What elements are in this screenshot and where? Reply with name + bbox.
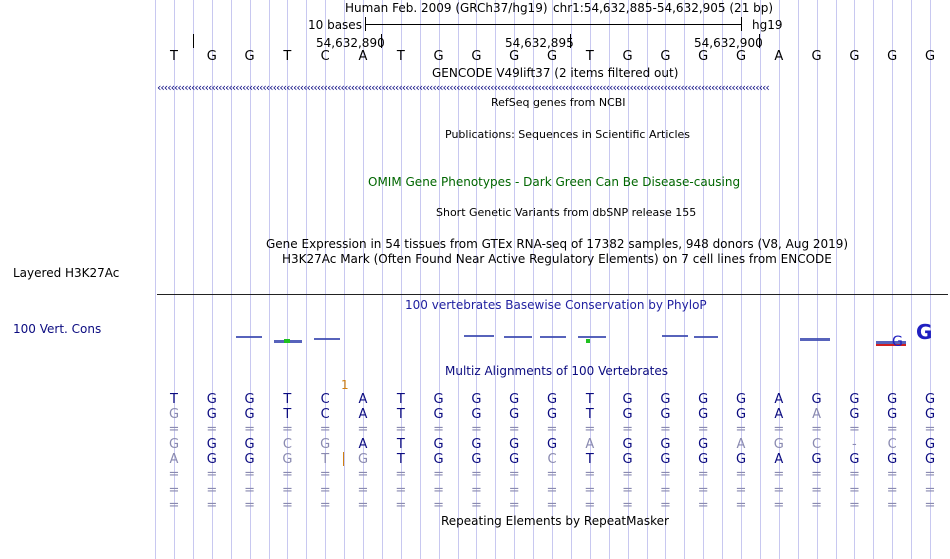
alignment-base-mouse: = — [773, 422, 785, 437]
alignment-base-dog: A — [358, 437, 368, 452]
alignment-base-xtrop: = — [924, 483, 936, 498]
sequence-base: G — [546, 49, 558, 64]
alignment-base-mouse: = — [319, 422, 331, 437]
alignment-base-xtrop: = — [546, 483, 558, 498]
alignment-base-mouse: = — [244, 422, 256, 437]
alignment-base-zebrafish: = — [735, 498, 747, 513]
alignment-base-xtrop: = — [848, 483, 860, 498]
gencode-transcript-feature[interactable]: ‹‹‹‹‹‹‹‹‹‹‹‹‹‹‹‹‹‹‹‹‹‹‹‹‹‹‹‹‹‹‹‹‹‹‹‹‹‹‹‹‹‹‹‹‹‹‹‹‹‹‹‹‹‹‹‹‹‹‹‹‹‹‹‹‹‹‹‹‹‹‹‹‹‹‹‹‹‹‹‹‹‹‹‹‹‹‹‹‹‹‹‹‹‹‹‹‹‹‹‹‹‹‹‹‹‹‹‹‹‹‹‹‹‹‹‹‹‹‹‹‹‹‹‹‹‹‹‹‹‹‹‹‹‹‹‹‹‹‹‹‹‹‹‹‹‹‹‹‹‹‹‹‹‹‹‹‹‹‹‹‹‹‹‹‹‹‹‹‹‹‹‹‹‹‹‹‹‹‹‹ — [157, 81, 769, 94]
alignment-base-chicken: = — [735, 467, 747, 482]
track-title-multiz: Multiz Alignments of 100 Vertebrates — [445, 364, 669, 378]
alignment-base-xtrop: = — [508, 483, 520, 498]
alignment-base-chicken: = — [659, 467, 671, 482]
alignment-base-chicken: = — [508, 467, 520, 482]
alignment-base-chicken: = — [886, 467, 898, 482]
alignment-base-zebrafish: = — [584, 498, 596, 513]
alignment-base-rhesus: G — [433, 407, 444, 422]
alignment-base-xtrop: = — [886, 483, 898, 498]
alignment-base-dog: G — [433, 437, 444, 452]
alignment-base-human: G — [924, 392, 936, 407]
label-layered-h3k27ac[interactable]: Layered H3K27Ac — [13, 266, 120, 280]
grid-line — [155, 0, 156, 559]
alignment-base-human: G — [660, 392, 671, 407]
alignment-base-dog: G — [924, 437, 936, 452]
alignment-base-mouse: = — [697, 422, 709, 437]
track-title-omim: OMIM Gene Phenotypes - Dark Green Can Be Disease-causing — [368, 175, 741, 189]
alignment-base-dog: T — [396, 437, 405, 452]
alignment-base-chicken: = — [546, 467, 558, 482]
track-title-phylop: 100 vertebrates Basewise Conservation by PhyloP — [405, 298, 707, 312]
sequence-base: C — [320, 49, 330, 64]
gap-count: 1 — [341, 378, 349, 392]
alignment-base-dog: G — [168, 437, 180, 452]
alignment-base-rhesus: A — [774, 407, 784, 422]
alignment-base-dog: G — [773, 437, 784, 452]
alignment-base-dog: G — [244, 437, 255, 452]
alignment-base-elephant: G — [244, 452, 255, 467]
alignment-base-zebrafish: = — [773, 498, 785, 513]
sequence-base: T — [585, 49, 594, 64]
alignment-base-dog: G — [546, 437, 558, 452]
alignment-base-zebrafish: = — [924, 498, 936, 513]
alignment-base-human: T — [585, 392, 594, 407]
track-title-refseq: RefSeq genes from NCBI — [491, 96, 626, 109]
alignment-base-mouse: = — [848, 422, 860, 437]
alignment-base-mouse: = — [886, 422, 898, 437]
alignment-base-dog: C — [887, 437, 897, 452]
sequence-base: T — [283, 49, 292, 64]
alignment-base-xtrop: = — [395, 483, 407, 498]
alignment-base-elephant: G — [622, 452, 633, 467]
alignment-base-rhesus: T — [585, 407, 594, 422]
ruler-coord-2: 54,632,895 — [505, 36, 574, 50]
alignment-base-rhesus: G — [735, 407, 747, 422]
alignment-base-elephant: A — [169, 452, 179, 467]
sequence-base: G — [924, 49, 936, 64]
sequence-base: G — [811, 49, 822, 64]
alignment-base-chicken: = — [357, 467, 369, 482]
alignment-base-xtrop: = — [622, 483, 634, 498]
ruler-coord-3: 54,632,900 — [694, 36, 763, 50]
alignment-base-zebrafish: = — [357, 498, 369, 513]
alignment-base-mouse: = — [546, 422, 558, 437]
scale-db: hg19 — [752, 18, 783, 32]
alignment-base-xtrop: = — [357, 483, 369, 498]
alignment-base-dog: A — [736, 437, 746, 452]
alignment-base-elephant: T — [585, 452, 594, 467]
alignment-base-mouse: = — [659, 422, 671, 437]
sequence-base: T — [396, 49, 405, 64]
alignment-base-dog: C — [282, 437, 292, 452]
alignment-base-elephant: T — [321, 452, 330, 467]
alignment-base-rhesus: G — [622, 407, 633, 422]
alignment-base-zebrafish: = — [546, 498, 558, 513]
alignment-base-xtrop: = — [470, 483, 482, 498]
alignment-base-rhesus: T — [283, 407, 292, 422]
alignment-base-mouse: = — [924, 422, 936, 437]
track-title-gtex: Gene Expression in 54 tissues from GTEx RNA-seq of 17382 samples, 948 donors (V8, Aug 2019) — [266, 237, 849, 251]
alignment-base-zebrafish: = — [811, 498, 823, 513]
alignment-base-human: G — [622, 392, 633, 407]
alignment-base-zebrafish: = — [319, 498, 331, 513]
alignment-base-dog: C — [812, 437, 822, 452]
alignment-base-dog: G — [509, 437, 520, 452]
alignment-base-mouse: = — [357, 422, 369, 437]
alignment-base-chicken: = — [433, 467, 445, 482]
alignment-base-human: G — [735, 392, 747, 407]
assembly-title: Human Feb. 2009 (GRCh37/hg19) — [345, 1, 548, 15]
alignment-base-chicken: = — [924, 467, 936, 482]
alignment-base-elephant: G — [660, 452, 671, 467]
sequence-base: G — [887, 49, 898, 64]
alignment-base-zebrafish: = — [395, 498, 407, 513]
sequence-base: G — [660, 49, 671, 64]
alignment-base-elephant: G — [924, 452, 936, 467]
track-title-repeatmasker: Repeating Elements by RepeatMasker — [441, 514, 669, 528]
alignment-base-elephant: G — [887, 452, 898, 467]
alignment-base-dog: A — [585, 437, 595, 452]
ruler-tick — [570, 34, 571, 48]
alignment-base-zebrafish: = — [244, 498, 256, 513]
alignment-base-xtrop: = — [206, 483, 218, 498]
alignment-base-chicken: = — [584, 467, 596, 482]
alignment-base-elephant: G — [509, 452, 520, 467]
alignment-base-mouse: = — [395, 422, 407, 437]
alignment-base-dog: G — [622, 437, 633, 452]
sequence-base: A — [358, 49, 368, 64]
alignment-base-zebrafish: = — [206, 498, 218, 513]
alignment-base-mouse: = — [470, 422, 482, 437]
svg-text:G: G — [892, 334, 903, 350]
alignment-base-rhesus: G — [168, 407, 180, 422]
alignment-base-xtrop: = — [773, 483, 785, 498]
alignment-base-elephant: A — [774, 452, 784, 467]
scale-text: 10 bases — [308, 18, 362, 32]
alignment-base-xtrop: = — [281, 483, 293, 498]
ruler-tick — [759, 34, 760, 48]
alignment-base-xtrop: = — [697, 483, 709, 498]
sequence-base: A — [774, 49, 784, 64]
sequence-base: G — [622, 49, 633, 64]
alignment-base-human: C — [320, 392, 330, 407]
alignment-base-human: A — [358, 392, 368, 407]
alignment-base-dog: - — [852, 437, 857, 452]
alignment-base-chicken: = — [281, 467, 293, 482]
scale-bar — [365, 24, 741, 25]
alignment-base-human: G — [546, 392, 558, 407]
scale-bar-right-cap — [741, 17, 742, 31]
track-title-publications: Publications: Sequences in Scientific Articles — [445, 128, 690, 141]
label-column — [0, 0, 156, 559]
alignment-base-elephant: G — [206, 452, 217, 467]
alignment-base-human: G — [811, 392, 822, 407]
alignment-base-elephant: G — [735, 452, 747, 467]
label-100-vert-cons[interactable]: 100 Vert. Cons — [13, 322, 102, 336]
alignment-base-human: T — [283, 392, 292, 407]
alignment-base-chicken: = — [319, 467, 331, 482]
alignment-base-rhesus: G — [924, 407, 936, 422]
alignment-base-rhesus: G — [244, 407, 255, 422]
svg-text:G: G — [916, 320, 933, 344]
alignment-base-chicken: = — [244, 467, 256, 482]
alignment-base-human: G — [244, 392, 255, 407]
alignment-base-rhesus: A — [812, 407, 822, 422]
alignment-base-elephant: G — [433, 452, 444, 467]
track-title-h3k27ac: H3K27Ac Mark (Often Found Near Active Regulatory Elements) on 7 cell lines from ENCODE — [282, 252, 832, 266]
alignment-base-xtrop: = — [319, 483, 331, 498]
alignment-base-human: T — [170, 392, 178, 407]
alignment-base-mouse: = — [735, 422, 747, 437]
alignment-base-zebrafish: = — [433, 498, 445, 513]
alignment-base-xtrop: = — [168, 483, 180, 498]
alignment-base-rhesus: G — [849, 407, 860, 422]
alignment-base-elephant: G — [471, 452, 482, 467]
alignment-base-rhesus: A — [358, 407, 368, 422]
alignment-base-dog: G — [206, 437, 217, 452]
ruler-tick — [193, 34, 194, 48]
h3k27ac-signal-line — [157, 294, 948, 295]
alignment-base-human: G — [509, 392, 520, 407]
alignment-base-xtrop: = — [659, 483, 671, 498]
alignment-base-elephant: T — [396, 452, 405, 467]
gap-marker — [343, 452, 344, 466]
alignment-base-elephant: G — [357, 452, 369, 467]
alignment-base-mouse: = — [584, 422, 596, 437]
alignment-base-elephant: C — [547, 452, 557, 467]
sequence-base: T — [170, 49, 178, 64]
alignment-base-dog: G — [660, 437, 671, 452]
track-title-gencode: GENCODE V49lift37 (2 items filtered out) — [432, 66, 679, 80]
alignment-base-xtrop: = — [811, 483, 823, 498]
alignment-base-mouse: = — [433, 422, 445, 437]
alignment-base-chicken: = — [622, 467, 634, 482]
alignment-base-zebrafish: = — [697, 498, 709, 513]
alignment-base-rhesus: G — [509, 407, 520, 422]
alignment-base-dog: G — [471, 437, 482, 452]
alignment-base-human: G — [887, 392, 898, 407]
alignment-base-elephant: G — [282, 452, 293, 467]
ruler-tick — [381, 34, 382, 48]
alignment-base-zebrafish: = — [470, 498, 482, 513]
alignment-base-human: T — [396, 392, 405, 407]
alignment-base-chicken: = — [470, 467, 482, 482]
sequence-base: G — [433, 49, 444, 64]
sequence-base: G — [206, 49, 217, 64]
alignment-base-elephant: G — [811, 452, 822, 467]
alignment-base-human: G — [471, 392, 482, 407]
sequence-base: G — [244, 49, 255, 64]
alignment-base-rhesus: G — [698, 407, 709, 422]
track-title-dbsnp: Short Genetic Variants from dbSNP release 155 — [436, 206, 697, 219]
alignment-base-mouse: = — [622, 422, 634, 437]
alignment-base-rhesus: G — [546, 407, 558, 422]
alignment-base-rhesus: G — [471, 407, 482, 422]
alignment-base-zebrafish: = — [886, 498, 898, 513]
alignment-base-zebrafish: = — [848, 498, 860, 513]
sequence-base: G — [735, 49, 747, 64]
alignment-base-zebrafish: = — [622, 498, 634, 513]
alignment-base-zebrafish: = — [508, 498, 520, 513]
alignment-base-chicken: = — [697, 467, 709, 482]
alignment-base-rhesus: G — [887, 407, 898, 422]
alignment-base-rhesus: G — [206, 407, 217, 422]
alignment-base-zebrafish: = — [281, 498, 293, 513]
alignment-base-rhesus: T — [396, 407, 405, 422]
sequence-base: G — [471, 49, 482, 64]
alignment-base-mouse: = — [281, 422, 293, 437]
alignment-base-mouse: = — [206, 422, 218, 437]
phylop-conservation-plot[interactable] — [156, 315, 950, 360]
sequence-base: G — [849, 49, 860, 64]
alignment-base-human: A — [774, 392, 784, 407]
alignment-base-dog: G — [320, 437, 331, 452]
sequence-base: G — [698, 49, 709, 64]
alignment-base-xtrop: = — [433, 483, 445, 498]
alignment-base-mouse: = — [168, 422, 180, 437]
window-position-text: chr1:54,632,885-54,632,905 (21 bp) — [553, 1, 774, 15]
alignment-base-mouse: = — [811, 422, 823, 437]
alignment-base-zebrafish: = — [168, 498, 180, 513]
alignment-base-elephant: G — [698, 452, 709, 467]
alignment-base-chicken: = — [168, 467, 180, 482]
ruler-coord-1: 54,632,890 — [316, 36, 385, 50]
alignment-base-zebrafish: = — [659, 498, 671, 513]
alignment-base-xtrop: = — [244, 483, 256, 498]
alignment-base-rhesus: C — [320, 407, 330, 422]
alignment-base-rhesus: G — [660, 407, 671, 422]
sequence-base: G — [509, 49, 520, 64]
alignment-base-dog: G — [698, 437, 709, 452]
alignment-base-chicken: = — [773, 467, 785, 482]
alignment-base-xtrop: = — [735, 483, 747, 498]
alignment-base-chicken: = — [811, 467, 823, 482]
alignment-base-elephant: G — [849, 452, 860, 467]
alignment-base-xtrop: = — [584, 483, 596, 498]
alignment-base-human: G — [849, 392, 860, 407]
alignment-base-human: G — [698, 392, 709, 407]
alignment-base-chicken: = — [848, 467, 860, 482]
alignment-base-human: G — [433, 392, 444, 407]
alignment-base-human: G — [206, 392, 217, 407]
alignment-base-mouse: = — [508, 422, 520, 437]
alignment-base-chicken: = — [206, 467, 218, 482]
alignment-base-chicken: = — [395, 467, 407, 482]
